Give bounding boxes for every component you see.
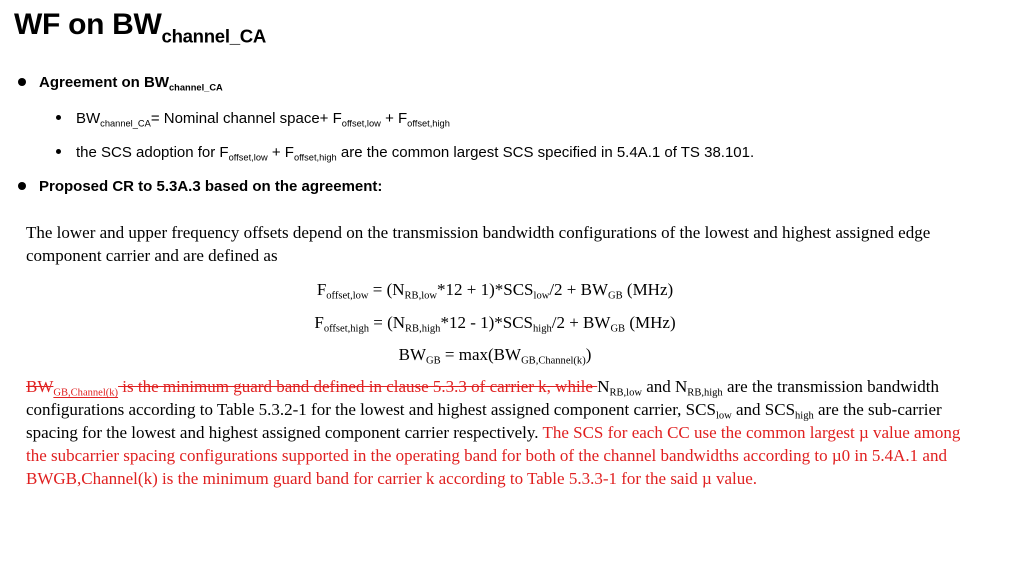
bullet-dot [18,182,26,190]
sub-bullet-dot [56,115,61,120]
bullet-scs-adoption: the SCS adoption for $F_{offset,low} + F_{offset,high}$ are the common largest SCS specified in 5.4A.1 of TS 38.101. [56,144,754,161]
formula-offset-high: $F_{offset,high} = (N_{RB,high}*12 - 1)*SCS_{high}/2 + BW_{GB}$ (MHz) [314,313,676,335]
formula-bwgb: $BW_{GB} = \max(BW_{GB,Channel(k)})$ [398,345,592,367]
bullet-agreement: Agreement on $BW_{channel\_CA}$ [18,74,223,91]
page-title: WF on $BW_{channel\_CA}$ [14,8,267,47]
bullet-bw-formula: $BW_{channel\_CA}=$ Nominal channel space+ $F_{offset,low} + F_{offset,high}$ [56,110,450,127]
formula-offset-low: $F_{offset,low} = (N_{RB,low}*12 + 1)*SCS_{low}/2 + BW_{GB}$ (MHz) [316,280,674,302]
intro-paragraph: The lower and upper frequency offsets depend on the transmission bandwidth configurations of the lowest and highest assigned edge component carrier and are defined as [26,223,931,265]
bullet-proposed-cr: Proposed CR to 5.3A.3 based on the agreement: [18,178,382,195]
definition-paragraph: $BW_{GB,Channel(k)}$ is the minimum guard band defined in clause 5.3.3 of carrier k, while $N_{RB,low}$ and $N_{RB,high}$ are the transmission bandwidth configurations according to Table 5.3.2-1 for the lowest and highest assigned component carrier, $SCS_{low}$ and $SCS_{high}$ are the sub-carrier spacing for the lowest and highest assigned component carrier respectively. The SCS for each CC use the common largest µ value among the subcarrier spacing configurations supported in the operating band for both of the channel bandwidths according to µ0 in 5.4A.1 and BWGB,Channel(k) is the minimum guard band for carrier k according to Table 5.3.3-1 for the said µ value. [26,377,961,488]
bullet-dot [18,78,26,86]
struck-text: $BW_{GB,Channel(k)}$ is the minimum guard band defined in clause 5.3.3 of carrier k, while [26,377,598,399]
sub-bullet-dot [56,149,61,154]
added-text: The SCS for each CC use the common largest µ value among the subcarrier spacing configurations supported in the operating band for both of the channel bandwidths according to µ0 in 5.4A.1 and BWGB,Channel(k) is the minimum guard band for carrier k according to Table 5.3.3-1 for the said µ value. [26,423,961,488]
